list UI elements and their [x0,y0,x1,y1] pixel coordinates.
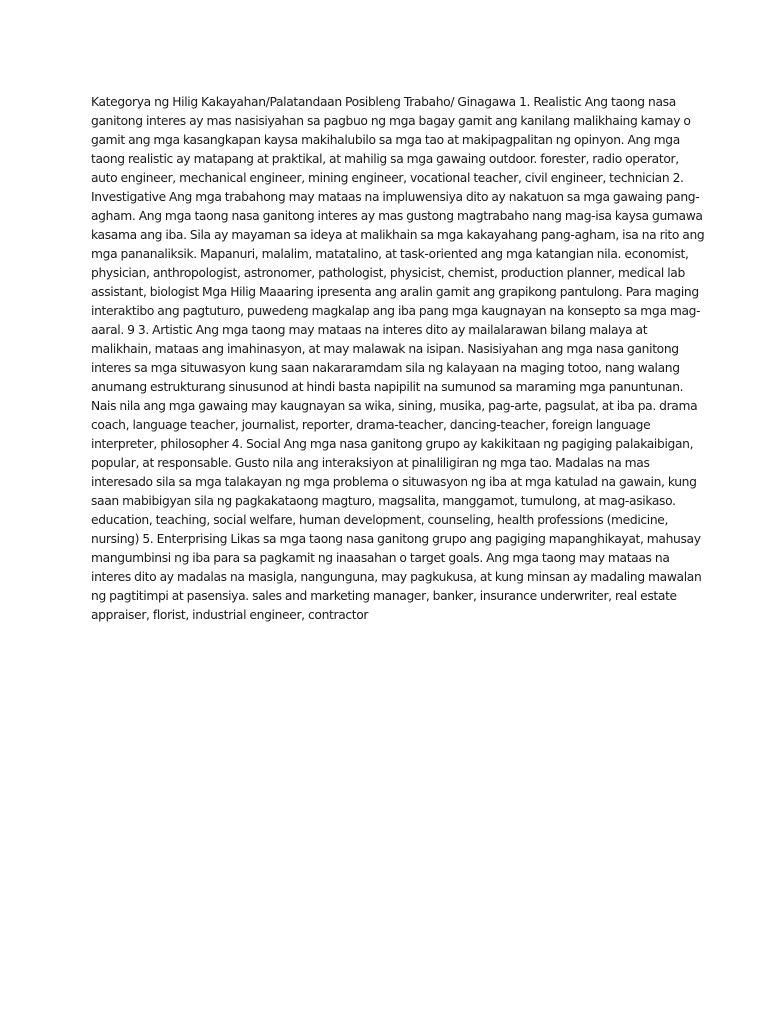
text-line: popular, at responsable. Gusto nila ang interaksiyon at pinaliligiran ng mga tao. Madalas na mas [91,456,650,470]
text-line: mangumbinsi ng iba para sa pagkamit ng inaasahan o target goals. Ang mga taong may mataas na [91,551,670,565]
text-line: gamit ang mga kasangkapan kaysa makihalubilo sa mga tao at makipagpalitan ng opinyon. Ang mga [91,133,680,147]
text-line: interes sa mga situwasyon kung saan nakararamdam sila ng kalayaan na maging totoo, nang walang [91,361,680,375]
text-line: interaktibo ang pagtuturo, puwedeng magkalap ang iba pang mga kaugnayan na konsepto sa mga mag- [91,304,701,318]
text-line: physician, anthropologist, astronomer, pathologist, physicist, chemist, production planner, medical lab [91,266,685,280]
text-line: auto engineer, mechanical engineer, mining engineer, vocational teacher, civil engineer, technician 2. [91,171,684,185]
text-line: interesado sila sa mga talakayan ng mga problema o situwasyon ng iba at mga katulad na gawain, kung [91,475,697,489]
text-line: anumang estrukturang sinusunod at hindi basta napipilit na sumunod sa maraming mga panuntunan. [91,380,684,394]
text-line: ganitong interes ay mas nasisiyahan sa pagbuo ng mga bagay gamit ang kanilang malikhaing kamay o [91,114,691,128]
text-line: interpreter, philosopher 4. Social Ang mga nasa ganitong grupo ay kakikitaan ng pagiging palakaibigan, [91,437,694,451]
text-line: agham. Ang mga taong nasa ganitong interes ay mas gustong magtrabaho nang mag-isa kaysa gumawa [91,209,703,223]
body-text [91,93,705,625]
text-line: nursing) 5. Enterprising Likas sa mga taong nasa ganitong grupo ang pagiging mapanghikayat, mahusay [91,532,701,546]
text-line: education, teaching, social welfare, human development, counseling, health professions (medicine, [91,513,669,527]
text-line: appraiser, florist, industrial engineer, contractor [91,608,369,622]
text-line: malikhain, mataas ang imahinasyon, at may malawak na isipan. Nasisiyahan ang mga nasa ganitong [91,342,679,356]
text-line: interes dito ay madalas na masigla, nangunguna, may pagkukusa, at kung minsan ay madaling mawalan [91,570,702,584]
text-line: kasama ang iba. Sila ay mayaman sa ideya at malikhain sa mga kakayahang pang-agham, isa na rito ang [91,228,705,242]
text-line: ng pagtitimpi at pasensiya. sales and marketing manager, banker, insurance underwriter, real estate [91,589,677,603]
text-line: saan mabibigyan sila ng pagkakataong magturo, magsalita, manggamot, tumulong, at mag-asikaso. [91,494,676,508]
text-line: coach, language teacher, journalist, reporter, drama-teacher, dancing-teacher, foreign language [91,418,651,432]
text-line: Nais nila ang mga gawaing may kaugnayan sa wika, sining, musika, pag-arte, pagsulat, at iba pa. drama [91,399,698,413]
text-line: aaral. 9 3. Artistic Ang mga taong may mataas na interes dito ay mailalarawan bilang malaya at [91,323,648,337]
text-line: Kategorya ng Hilig Kakayahan/Palatandaan Posibleng Trabaho/ Ginagawa 1. Realistic Ang taong nasa [91,95,676,109]
text-line: assistant, biologist Mga Hilig Maaaring ipresenta ang aralin gamit ang grapikong pantulong. Para maging [91,285,699,299]
text-line: mga pananaliksik. Mapanuri, malalim, matatalino, at task-oriented ang mga katangian nila. economist, [91,247,689,261]
text-line: Investigative Ang mga trabahong may mataas na impluwensiya dito ay nakatuon sa mga gawaing pang- [91,190,700,204]
text-line: taong realistic ay matapang at praktikal, at mahilig sa mga gawaing outdoor. forester, radio operator, [91,152,679,166]
